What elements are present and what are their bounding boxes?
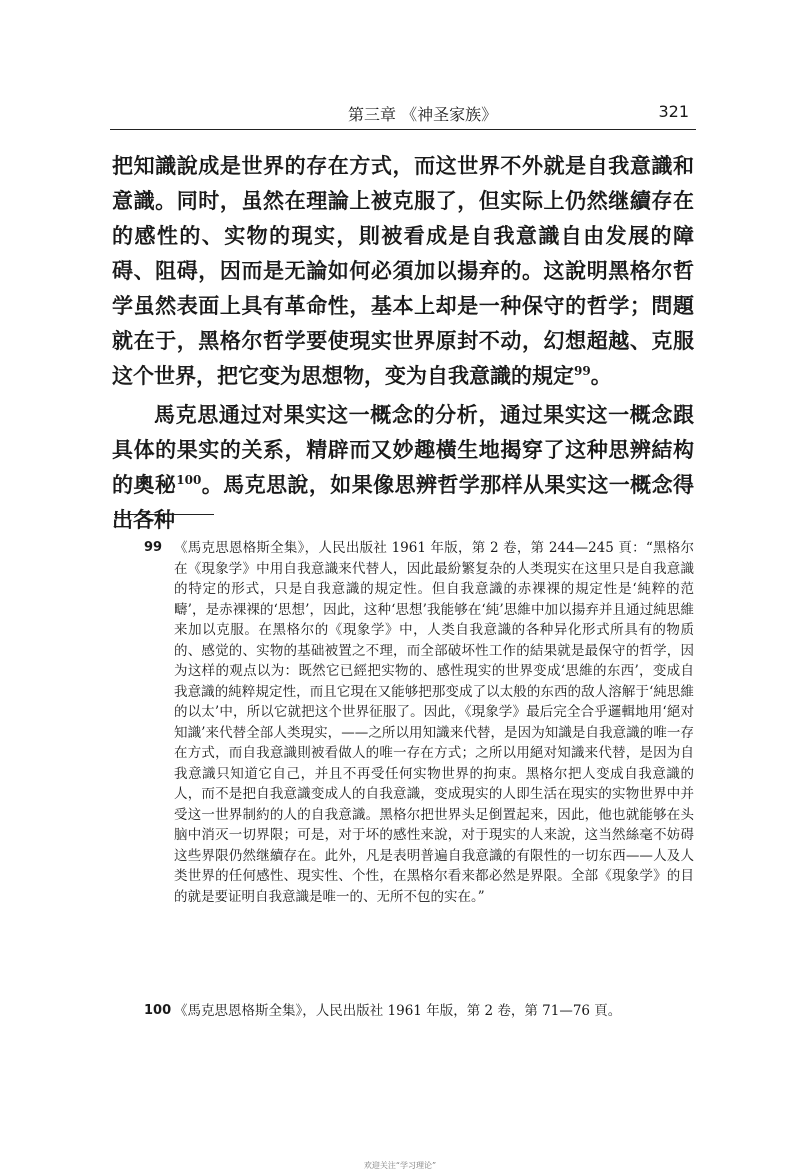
paragraph-1 bbox=[112, 148, 694, 393]
footnote-number: 99 bbox=[144, 540, 163, 555]
footnote-ref-99[interactable]: 99 bbox=[574, 364, 591, 378]
chapter-title: 第三章 《神圣家族》 bbox=[348, 105, 498, 124]
footnote-99 bbox=[144, 538, 694, 907]
footnote-100 bbox=[144, 1001, 694, 1022]
footnote-rule bbox=[114, 514, 214, 515]
paragraph-1-end: 。 bbox=[590, 363, 612, 388]
main-text bbox=[112, 148, 694, 537]
paragraph-2-text-b: 。馬克思說，如果像思辨哲学那样从果实这一概念得出各种 bbox=[112, 472, 695, 532]
paragraph-2-text-a: 馬克思通过对果实这一概念的分析，通过果实这一概念跟具体的果实的关系，精辟而又妙趣橫生地揭穿了这种思辨結构的奧秘 bbox=[112, 402, 694, 497]
paragraph-2 bbox=[112, 397, 694, 537]
page-footer: 欢迎关注“学习理论” bbox=[363, 1161, 437, 1170]
page-number: 321 bbox=[658, 102, 689, 121]
paragraph-1-text: 把知識說成是世界的存在方式，而这世界不外就是自我意識和意識。同时，虽然在理論上被克服了，但实际上仍然继續存在的感性的、实物的現实，則被看成是自我意識自由发展的障碍、阻碍，因而是无論如何必須加以揚弃的。这說明黑格尔哲学虽然表面上具有革命性，基本上却是一种保守的哲学；問題就在于，黑格尔哲学要使現实世界原封不动，幻想超越、克服这个世界，把它变为思想物，变为自我意識的規定 bbox=[112, 153, 694, 388]
footnote-text: 《馬克思恩格斯全集》，人民出版社 1961 年版，第 2 卷，第 71—76 頁。 bbox=[174, 1003, 622, 1019]
footnote-text: 《馬克思恩格斯全集》，人民出版社 1961 年版，第 2 卷，第 244—245 頁：“黑格尔在《現象学》中用自我意識来代替人，因此最紛繁复杂的人类現实在这里只是自我意識的特定的形式，只是自我意識的規定性。但自我意識的赤裸裸的規定性是‘純粹的范疇’，是赤裸裸的‘思想’，因此，这种‘思想’我能够在‘純’思維中加以揚弃并且通过純思維来加以克服。在黑格尔的《現象学》中，人类自我意識的各种异化形式所具有的物质的、感觉的、实物的基础被置之不理，而全部破坏性工作的結果就是最保守的哲学，因为这样的观点以为：既然它已經把实物的、感性現实的世界变成‘思維的东西’，变成自我意識的純粹規定性，而且它現在又能够把那变成了以太般的东西的敌人溶解于‘純思維的以太’中，所以它就把这个世界征服了。因此，《現象学》最后完全合乎邏輯地用‘絕对知識’来代替全部人类現实，——之所以用知識来代替，是因为知識是自我意識的唯一存在方式，而自我意識則被看做人的唯一存在方式；之所以用絕对知識来代替，是因为自我意識只知道它自己，并且不再受任何实物世界的拘束。黑格尔把人变成自我意識的人，而不是把自我意識变成人的自我意識，变成現实的人即生活在現实的实物世界中并受这一世界制約的人的自我意識。黑格尔把世界头足倒置起来，因此，他也就能够在头脑中消灭一切界限；可是，对于坏的感性来說，对于現实的人来說，这当然絲毫不妨碍这些界限仍然继續存在。此外，凡是表明普遍自我意識的有限性的一切东西——人及人类世界的任何感性、現实性、个性，在黑格尔看来都必然是界限。全部《現象学》的目的就是要证明自我意識是唯一的、无所不包的实在。” bbox=[174, 540, 694, 905]
header-rule bbox=[110, 129, 696, 130]
running-header bbox=[110, 102, 695, 128]
footnote-ref-100[interactable]: 100 bbox=[176, 473, 202, 487]
footnote-number: 100 bbox=[144, 1003, 172, 1018]
